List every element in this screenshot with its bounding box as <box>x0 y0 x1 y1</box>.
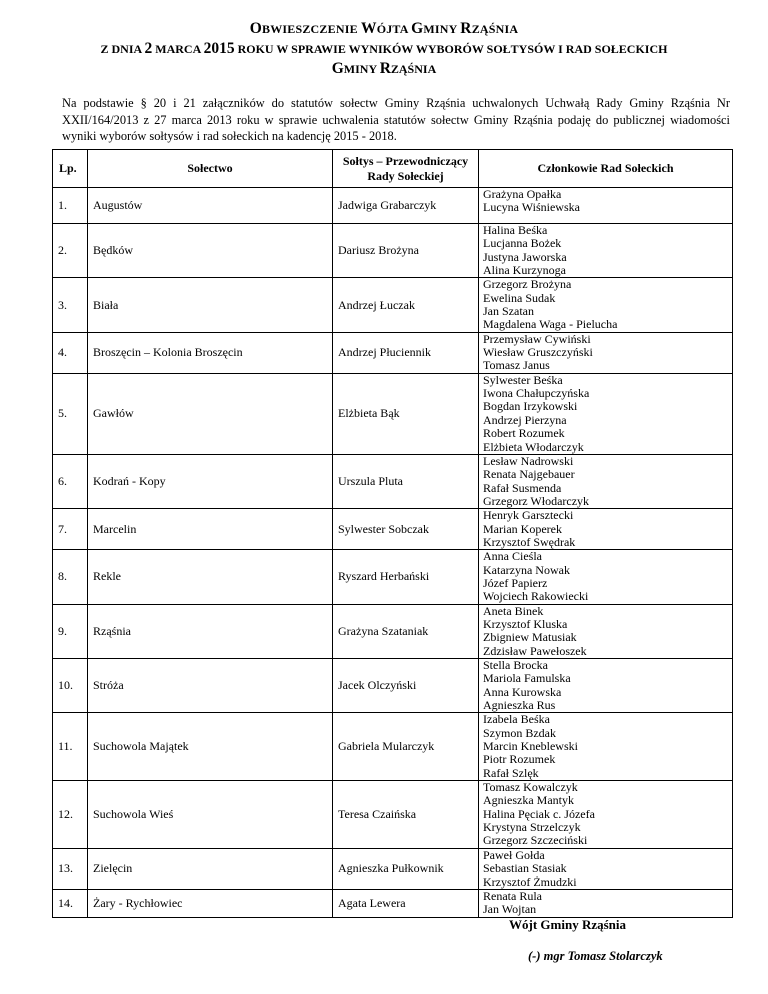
member-name: Ewelina Sudak <box>483 290 556 305</box>
heading-segment: Z DNIA <box>100 42 145 56</box>
row-head: Urszula Pluta <box>333 454 479 508</box>
member-name: Lesław Nadrowski <box>483 453 574 468</box>
member-name: Zdzisław Pawełoszek <box>483 643 587 658</box>
heading-segment: MINY <box>343 62 380 76</box>
heading-segment: G <box>411 20 424 37</box>
heading-segment: ROKU W SPRAWIE WYNIKÓW WYBORÓW SOŁTYSÓW I RAD SOŁECKICH <box>234 42 668 56</box>
member-name: Józef Papierz <box>483 575 548 590</box>
member-name: Grażyna Opałka <box>483 187 562 201</box>
member-name: Marian Koperek <box>483 521 562 536</box>
row-lp: 5. <box>53 373 88 454</box>
member-name: Wiesław Gruszczyński <box>483 345 593 360</box>
heading-segment: BWIESZCZENIE <box>262 22 361 36</box>
row-village: Suchowola Wieś <box>88 781 333 849</box>
member-name: Sebastian Stasiak <box>483 861 567 876</box>
row-head: Grażyna Szataniak <box>333 604 479 658</box>
row-lp: 4. <box>53 332 88 373</box>
header-head-line2: Rady Sołeckiej <box>367 168 444 183</box>
member-name: Krzysztof Swędrak <box>483 534 576 549</box>
row-village: Rekle <box>88 550 333 604</box>
row-village: Gawłów <box>88 373 333 454</box>
row-members <box>479 713 733 781</box>
heading-segment: W <box>360 20 377 37</box>
row-lp: 12. <box>53 781 88 849</box>
member-name: Krystyna Strzelczyk <box>483 820 581 835</box>
table-row <box>53 550 733 604</box>
member-name: Zbigniew Matusiak <box>483 630 577 645</box>
header-village: Sołectwo <box>88 150 333 188</box>
signature-title: Wójt Gminy Rząśnia <box>509 917 626 932</box>
member-name: Mariola Famulska <box>483 671 571 686</box>
member-name: Robert Rozumek <box>483 426 565 441</box>
member-name: Agnieszka Rus <box>483 698 556 713</box>
row-members <box>479 659 733 713</box>
row-lp: 14. <box>53 889 88 917</box>
table-row <box>53 889 733 917</box>
table-row <box>53 781 733 849</box>
row-head: Andrzej Łuczak <box>333 278 479 332</box>
table-row <box>53 848 733 889</box>
heading-line-2 <box>0 40 768 58</box>
heading-segment: G <box>331 60 344 77</box>
row-head: Ryszard Herbański <box>333 550 479 604</box>
member-name: Stella Brocka <box>483 658 548 672</box>
member-name: Lucyna Wiśniewska <box>483 200 580 215</box>
row-village: Marcelin <box>88 509 333 550</box>
intro-paragraph: Na podstawie § 20 i 21 załączników do statutów sołectw Gminy Rząśnia uchwalonych Uchwałą Rady Gminy Rząśnia Nr XXII/164/2013 z 27 marca 2013 roku w sprawie uchwalenia statutów sołectw Gminy Rząśnia podaję do publicznej wiadomości wyniki wyborów sołtysów i rad sołeckich na kadencję 2015 - 2018. <box>62 96 730 143</box>
row-members <box>479 781 733 849</box>
row-head: Dariusz Brożyna <box>333 224 479 278</box>
heading-segment: O <box>249 20 262 37</box>
member-name: Iwona Chałupczyńska <box>483 386 590 401</box>
member-name: Henryk Garsztecki <box>483 508 574 523</box>
row-village: Biała <box>88 278 333 332</box>
table-row <box>53 509 733 550</box>
row-lp: 7. <box>53 509 88 550</box>
row-village: Zielęcin <box>88 848 333 889</box>
member-name: Grzegorz Brożyna <box>483 277 572 292</box>
table-row <box>53 454 733 508</box>
member-name: Renata Rula <box>483 888 542 903</box>
member-name: Przemysław Cywiński <box>483 331 591 346</box>
heading-segment: ZĄŚNIA <box>390 62 437 76</box>
row-members <box>479 224 733 278</box>
row-members <box>479 848 733 889</box>
member-name: Piotr Rozumek <box>483 752 556 767</box>
table-row <box>53 224 733 278</box>
row-lp: 2. <box>53 224 88 278</box>
heading-segment: R <box>379 60 391 77</box>
heading-segment: MARCA <box>152 42 204 56</box>
heading-segment: 2015 <box>203 40 235 57</box>
row-members <box>479 278 733 332</box>
row-head: Agata Lewera <box>333 889 479 917</box>
member-name: Izabela Beśka <box>483 712 550 727</box>
member-name: Anna Kurowska <box>483 684 562 699</box>
heading-line-1 <box>0 20 768 38</box>
results-table <box>52 149 733 918</box>
member-name: Szymon Bzdak <box>483 725 556 740</box>
member-name: Rafał Susmenda <box>483 480 562 495</box>
header-head-line1: Sołtys – Przewodniczący <box>342 153 469 168</box>
row-members <box>479 454 733 508</box>
member-name: Lucjanna Bożek <box>483 236 562 251</box>
row-village: Broszęcin – Kolonia Broszęcin <box>88 332 333 373</box>
member-name: Wojciech Rakowiecki <box>483 589 589 604</box>
heading-segment: 2 <box>144 40 153 57</box>
row-head: Jacek Olczyński <box>333 659 479 713</box>
row-head: Teresa Czaińska <box>333 781 479 849</box>
member-name: Elżbieta Włodarczyk <box>483 439 584 454</box>
member-name: Marcin Kneblewski <box>483 739 578 754</box>
member-name: Krzysztof Kluska <box>483 616 568 631</box>
table-row <box>53 713 733 781</box>
member-name: Halina Beśka <box>483 223 548 237</box>
row-lp: 13. <box>53 848 88 889</box>
table-header-row <box>53 150 733 188</box>
header-head <box>333 150 479 188</box>
member-name: Renata Najgebauer <box>483 467 575 482</box>
row-village: Stróża <box>88 659 333 713</box>
row-members <box>479 373 733 454</box>
row-village: Rząśnia <box>88 604 333 658</box>
row-village: Kodrań - Kopy <box>88 454 333 508</box>
heading-segment: ZĄŚNIA <box>471 22 519 36</box>
row-lp: 3. <box>53 278 88 332</box>
row-members <box>479 604 733 658</box>
row-lp: 9. <box>53 604 88 658</box>
row-members <box>479 889 733 917</box>
member-name: Aneta Binek <box>483 603 544 618</box>
row-head: Andrzej Płuciennik <box>333 332 479 373</box>
member-name: Justyna Jaworska <box>483 249 567 264</box>
row-lp: 6. <box>53 454 88 508</box>
row-members <box>479 332 733 373</box>
row-lp: 1. <box>53 188 88 224</box>
row-members <box>479 509 733 550</box>
table-row <box>53 188 733 224</box>
member-name: Alina Kurzynoga <box>483 263 566 278</box>
row-head: Sylwester Sobczak <box>333 509 479 550</box>
row-head: Elżbieta Bąk <box>333 373 479 454</box>
member-name: Halina Pęciak c. Józefa <box>483 806 595 821</box>
row-village: Żary - Rychłowiec <box>88 889 333 917</box>
heading-line-3 <box>0 60 768 78</box>
member-name: Sylwester Beśka <box>483 372 563 387</box>
table-row <box>53 604 733 658</box>
row-members <box>479 550 733 604</box>
row-members <box>479 188 733 224</box>
signature-name: (-) mgr Tomasz Stolarczyk <box>528 949 663 963</box>
row-head: Agnieszka Pułkownik <box>333 848 479 889</box>
row-lp: 11. <box>53 713 88 781</box>
row-lp: 8. <box>53 550 88 604</box>
member-name: Anna Cieśla <box>483 549 542 564</box>
member-name: Jan Wojtan <box>483 902 537 917</box>
member-name: Katarzyna Nowak <box>483 562 570 577</box>
table-row <box>53 332 733 373</box>
member-name: Tomasz Kowalczyk <box>483 780 578 795</box>
row-village: Będków <box>88 224 333 278</box>
heading-segment: R <box>460 20 472 37</box>
member-name: Grzegorz Szczeciński <box>483 833 588 848</box>
member-name: Krzysztof Żmudzki <box>483 874 577 889</box>
member-name: Rafał Szlęk <box>483 765 539 780</box>
member-name: Bogdan Irzykowski <box>483 399 578 414</box>
row-village: Augustów <box>88 188 333 224</box>
table-row <box>53 278 733 332</box>
row-lp: 10. <box>53 659 88 713</box>
heading-segment: ÓJTA <box>376 22 412 36</box>
table-row <box>53 659 733 713</box>
heading-segment: MINY <box>423 22 461 36</box>
header-lp: Lp. <box>53 150 88 188</box>
member-name: Andrzej Pierzyna <box>483 412 567 427</box>
member-name: Paweł Gołda <box>483 847 545 862</box>
row-village: Suchowola Majątek <box>88 713 333 781</box>
member-name: Jan Szatan <box>483 304 534 319</box>
header-members: Członkowie Rad Sołeckich <box>479 150 733 188</box>
member-name: Agnieszka Mantyk <box>483 793 574 808</box>
table-body <box>53 188 733 918</box>
table-row <box>53 373 733 454</box>
member-name: Tomasz Janus <box>483 358 550 373</box>
row-head: Gabriela Mularczyk <box>333 713 479 781</box>
member-name: Magdalena Waga - Pielucha <box>483 317 618 332</box>
row-head: Jadwiga Grabarczyk <box>333 188 479 224</box>
member-name: Grzegorz Włodarczyk <box>483 493 590 508</box>
